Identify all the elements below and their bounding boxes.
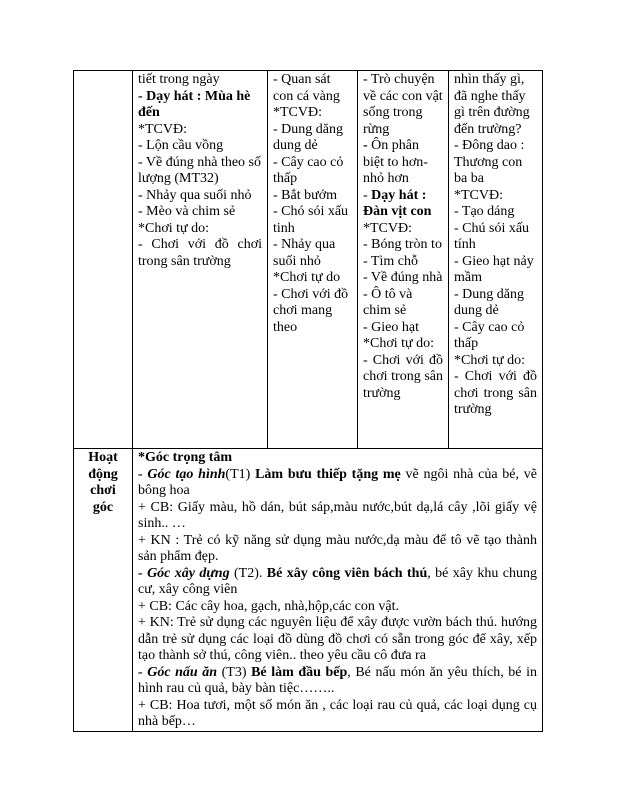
text-run: - Dung dăng dung dẻ [273, 121, 343, 153]
text-run: *Chơi tự do: [363, 336, 434, 351]
paragraph [138, 204, 262, 221]
text-run: - Gieo hạt [363, 319, 419, 335]
paragraph [138, 450, 537, 467]
paragraph [454, 254, 537, 287]
text-run: - Góc tạo hình [138, 466, 226, 482]
text-run: - [363, 138, 372, 153]
text-run: - Góc xây dựng [138, 565, 230, 581]
paragraph [454, 72, 537, 138]
paragraph [138, 138, 262, 155]
paragraph [273, 155, 352, 188]
text-run: - Chó sói xấu tinh [273, 204, 349, 236]
text-run: - Về đúng nhà theo số lượng (MT32) [138, 154, 261, 186]
text-run: - Dạy hát : Mùa hè đến [138, 88, 251, 120]
lesson-plan-table [73, 70, 543, 732]
paragraph [363, 72, 443, 138]
text-run: - Cây cao cỏ thấp [454, 319, 525, 351]
text-run: *TCVĐ: [273, 105, 322, 120]
text-run: *Chơi tự do: [138, 220, 209, 236]
paragraph [138, 221, 262, 238]
text-run: + CB: Các cây hoa, gạch, nhà,hộp,các con vật. [138, 598, 399, 614]
paragraph [273, 237, 352, 270]
paragraph [273, 188, 352, 205]
text-run: - Bóng tròn to [363, 237, 442, 252]
text-run: - Chơi với đồ chơi mang theo [273, 286, 349, 335]
paragraph [454, 138, 537, 188]
text-run: , bé xây khu chung cư, xây công viên [138, 565, 537, 597]
paragraph [363, 254, 443, 271]
text-run: - Chú sói xấu tính [454, 220, 530, 252]
schedule-row [74, 71, 543, 449]
paragraph [138, 599, 537, 616]
text-run: - Dung dăng dung dẻ [454, 286, 524, 318]
text-run: Làm bưu thiếp tặng mẹ [255, 466, 401, 482]
paragraph [363, 188, 443, 221]
paragraph [138, 188, 262, 205]
paragraph [454, 320, 537, 353]
cell-corner-play-content [133, 449, 543, 732]
paragraph [138, 698, 537, 731]
paragraph [273, 204, 352, 237]
paragraph [454, 188, 537, 205]
text-run: Ôn phân biệt to hơn- nhỏ hơn [363, 138, 428, 186]
text-run: - Mèo và chim sẻ [138, 204, 236, 219]
text-run: - Chơi với đồ chơi trong sân trường [363, 352, 443, 401]
paragraph [273, 72, 352, 105]
cell-day-2-activities [268, 71, 358, 449]
text-run: vẽ ngôi nhà của bé, vẽ bông hoa [138, 466, 537, 498]
text-run: - Ô tô và chim sẻ [363, 286, 413, 318]
text-run: + KN: Trẻ sử dụng các nguyên liệu để xây được vườn bách thú. hướng dẫn trẻ sử dụng các loại đồ dùng đồ chơi có sẵn trong góc để xây, xếp tạo thành sở thú, công viên.. theo yêu cầu cô đưa ra [138, 615, 537, 663]
text-run: (T2). [229, 565, 267, 581]
paragraph [363, 353, 443, 403]
text-run: *Chơi tự do: [454, 352, 525, 368]
paragraph [138, 122, 262, 139]
text-run: *Góc trọng tâm [138, 450, 233, 465]
paragraph [138, 500, 537, 533]
text-run: - Lộn cầu vồng [138, 138, 224, 153]
text-run: - Tạo dáng [454, 204, 515, 219]
paragraph [138, 566, 537, 599]
text-run: Dạy hát : Đàn vịt con [363, 187, 432, 219]
text-run: + CB: Hoa tươi, một số món ăn , các loại rau củ quả, các loại dụng cụ nhà bếp… [138, 697, 537, 729]
paragraph [363, 336, 443, 353]
text-run: - Quan sát con cá vàng [273, 72, 340, 104]
paragraph [273, 122, 352, 155]
paragraph [363, 221, 443, 238]
text-run: - Nhảy qua suối nhỏ [138, 187, 252, 203]
text-run: + CB: Giấy màu, hồ dán, bút sáp,màu nước,bút dạ,lá cây ,lõi giấy vệ sinh.. … [138, 499, 537, 531]
paragraph [138, 72, 262, 89]
text-run: *TCVĐ: [138, 121, 187, 137]
text-run: - Cây cao cỏ thấp [273, 154, 344, 186]
text-run: - Gieo hạt nảy mầm [454, 253, 534, 285]
paragraph [138, 533, 537, 566]
paragraph [273, 270, 352, 287]
cell-day-4-activities [449, 71, 543, 449]
paragraph [363, 320, 443, 337]
text-run: + KN : Trẻ có kỹ năng sử dụng màu nước,dạ màu để tô vẽ tạo thành sản phẩm đẹp. [138, 532, 537, 564]
text-run: - Chơi với đồ chơi trong sân trường [454, 369, 537, 417]
text-run: - Chơi với đồ chơi trong sân trường [138, 237, 262, 269]
paragraph [273, 287, 352, 337]
activity-label-text: Hoạt động chơi góc [88, 450, 118, 515]
text-run: - Về đúng nhà [363, 270, 443, 285]
paragraph [454, 221, 537, 254]
cell-activity-label [74, 449, 133, 732]
text-run: - Đông dao : Thương con ba ba [454, 138, 525, 186]
text-run: (T1) [225, 466, 256, 482]
text-run: - Tìm chỗ [363, 253, 418, 269]
paragraph [138, 615, 537, 665]
text-run: *Chơi tự do [273, 270, 341, 285]
text-run: - Góc nấu ăn [138, 664, 218, 680]
text-run: Bé làm đầu bếp [251, 664, 348, 680]
paragraph [454, 369, 537, 419]
cell-day-1-activities [133, 71, 268, 449]
paragraph [138, 155, 262, 188]
text-run: - Bắt bướm [273, 187, 337, 203]
text-run: tiết trong ngày [138, 72, 220, 87]
paragraph [454, 287, 537, 320]
text-run: - [363, 187, 372, 203]
cell-day-3-activities [358, 71, 449, 449]
paragraph [138, 665, 537, 698]
text-run: *TCVĐ: [363, 220, 412, 236]
text-run: , Bé nấu món ăn yêu thích, bé in hình rau củ quả, bày bàn tiệc…….. [138, 664, 537, 696]
text-run: (T3) [217, 664, 252, 680]
text-run: Bé xây công viên bách thú [266, 565, 428, 581]
paragraph [363, 287, 443, 320]
paragraph [138, 467, 537, 500]
paragraph [138, 237, 262, 270]
paragraph [454, 204, 537, 221]
paragraph [363, 138, 443, 188]
paragraph [138, 89, 262, 122]
corner-play-row [74, 449, 543, 732]
paragraph [454, 353, 537, 370]
paragraph [363, 270, 443, 287]
paragraph [363, 237, 443, 254]
text-run: nhìn thấy gì, đã nghe thấy gì trên đường đến trường? [454, 72, 530, 137]
cell-row-label-empty [74, 71, 133, 449]
text-run: - Nhảy qua suối nhỏ [273, 237, 336, 269]
text-run: - Trò chuyện về các con vật sống trong rừng [363, 72, 443, 137]
paragraph [273, 105, 352, 122]
text-run: *TCVĐ: [454, 187, 503, 203]
